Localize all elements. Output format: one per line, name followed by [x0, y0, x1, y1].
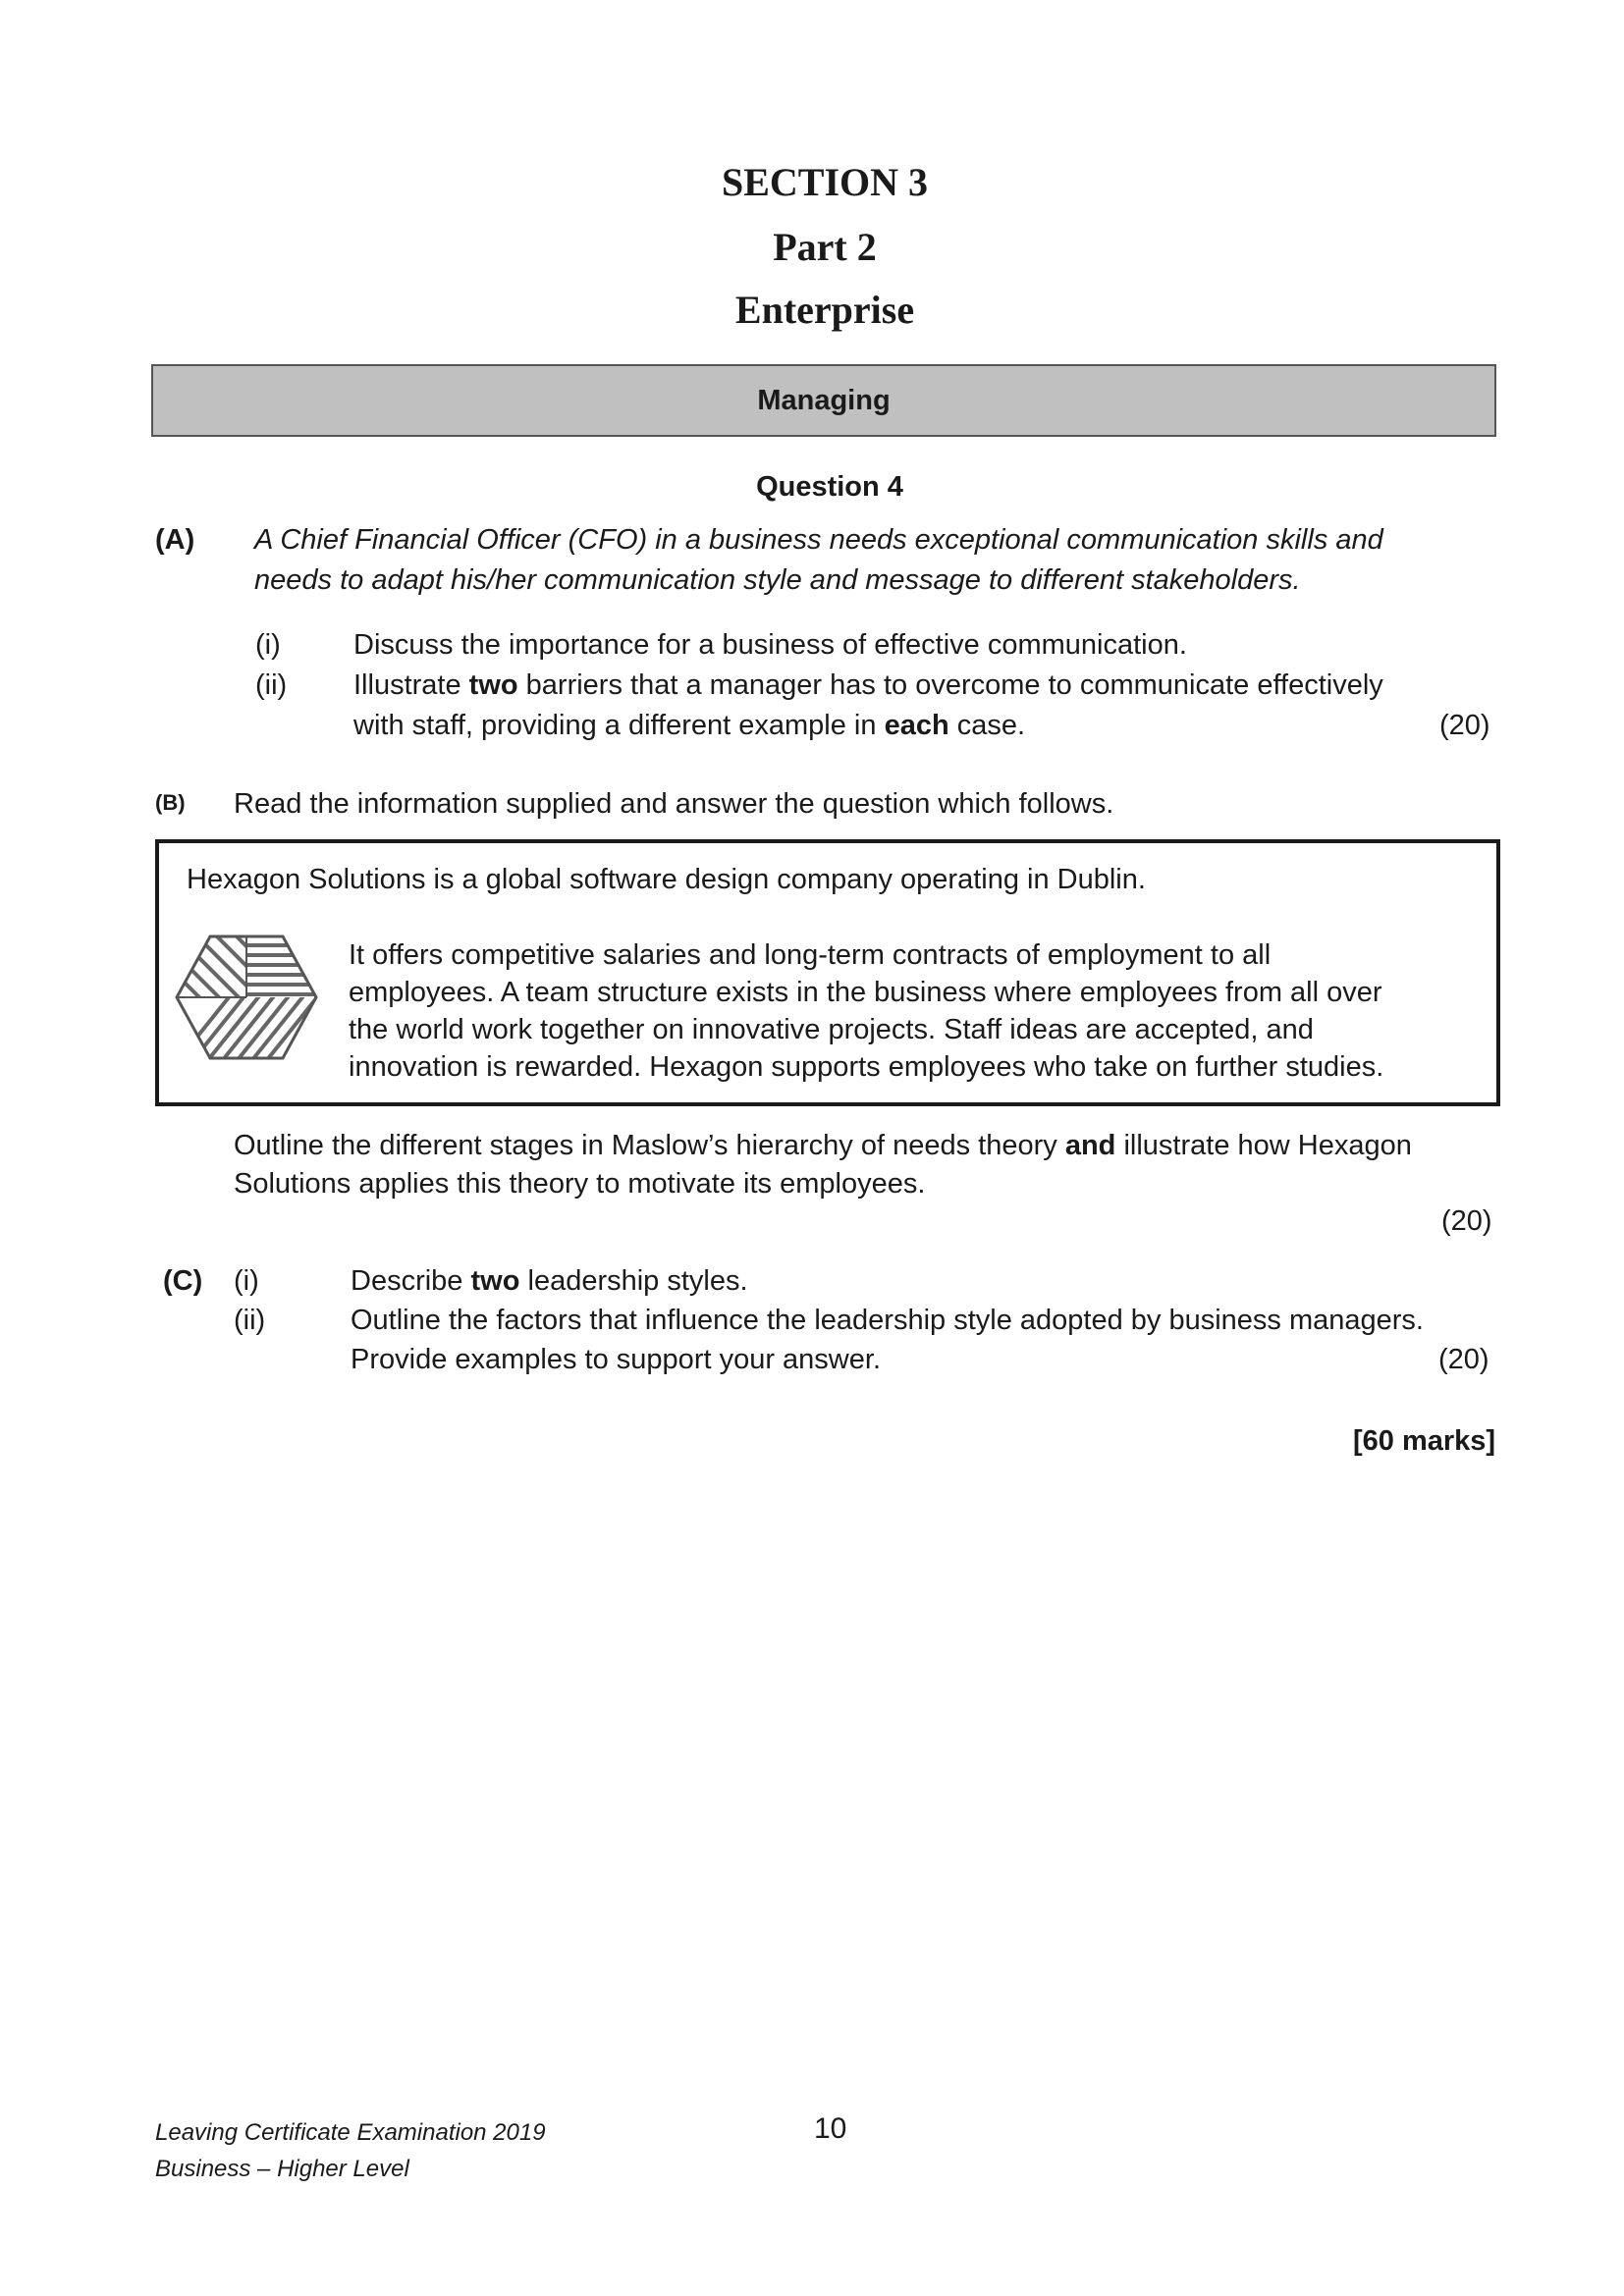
part-b-label: (B) [155, 790, 186, 815]
part-b-intro: Read the information supplied and answer the question which follows. [234, 788, 1114, 820]
part-a-ii-label: (ii) [255, 669, 288, 701]
part-a-intro-line2: needs to adapt his/her communication style and message to different stakeholders. [254, 564, 1301, 596]
part-c-ii-label: (ii) [234, 1305, 266, 1336]
part-a-i-label: (i) [255, 629, 281, 661]
part-c-marks: (20) [1438, 1344, 1489, 1375]
part-b-task-line1: Outline the different stages in Maslow’s hierarchy of needs theory and illustrate how Hexagon [234, 1130, 1412, 1161]
part-c-ii-line1: Outline the factors that influence the leadership style adopted by business managers. [351, 1305, 1424, 1336]
case-study-line-3: the world work together on innovative projects. Staff ideas are accepted, and [349, 1014, 1314, 1045]
part-c-label: (C) [163, 1265, 203, 1297]
part-a-ii-line1: Illustrate two barriers that a manager has to overcome to communicate effectively [353, 669, 1383, 701]
part-heading: Part 2 [773, 225, 877, 269]
footer-subject-level: Business – Higher Level [155, 2156, 409, 2182]
part-a-intro-line1: A Chief Financial Officer (CFO) in a business needs exceptional communication skills and [254, 524, 1383, 556]
part-c-i-text: Describe two leadership styles. [351, 1265, 748, 1297]
part-a-marks: (20) [1439, 710, 1490, 741]
case-study-line-2: employees. A team structure exists in the business where employees from all over [349, 977, 1382, 1008]
footer-exam-title: Leaving Certificate Examination 2019 [155, 2119, 546, 2146]
managing-band [151, 364, 1496, 437]
total-marks: [60 marks] [1353, 1425, 1496, 1457]
case-study-intro: Hexagon Solutions is a global software design company operating in Dublin. [187, 864, 1146, 895]
part-b-marks: (20) [1441, 1205, 1492, 1237]
managing-label: Managing [757, 384, 891, 416]
part-a-i-text: Discuss the importance for a business of effective communication. [353, 629, 1187, 661]
case-study-line-1: It offers competitive salaries and long-term contracts of employment to all [349, 939, 1272, 971]
part-a-ii-line2: with staff, providing a different example in each case. [353, 710, 1026, 741]
part-c-ii-line2: Provide examples to support your answer. [351, 1344, 881, 1375]
part-a-label: (A) [155, 524, 195, 556]
page-number: 10 [814, 2112, 847, 2145]
question-title: Question 4 [756, 471, 903, 503]
case-study-line-4: innovation is rewarded. Hexagon supports employees who take on further studies. [349, 1051, 1384, 1083]
hexagon-logo-icon [175, 934, 318, 1061]
enterprise-heading: Enterprise [734, 288, 915, 332]
part-c-i-label: (i) [234, 1265, 259, 1297]
part-b-task-line2: Solutions applies this theory to motivate its employees. [234, 1168, 926, 1200]
section-heading: SECTION 3 [721, 160, 929, 204]
